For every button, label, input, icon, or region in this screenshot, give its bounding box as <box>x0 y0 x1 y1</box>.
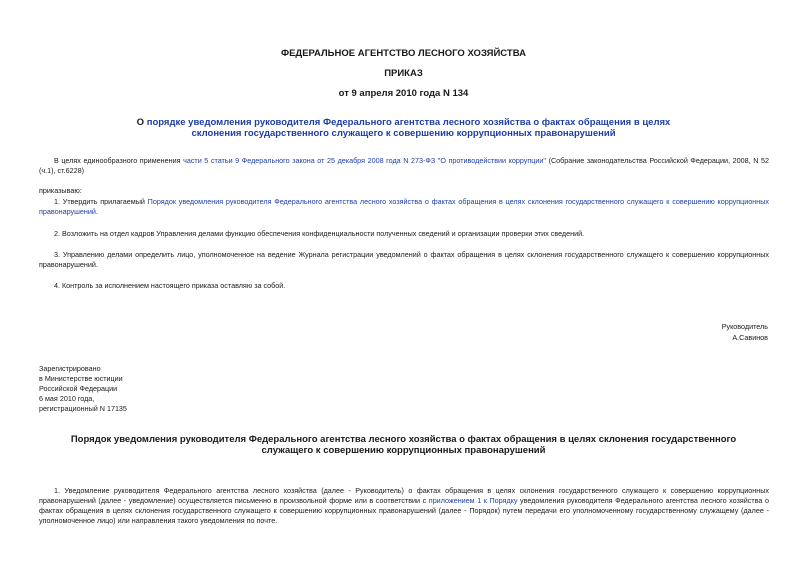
signature-position: Руководитель <box>721 322 768 331</box>
order-word: приказываю: <box>39 186 82 195</box>
registration-block <box>39 364 127 414</box>
signature-name: А.Савинов <box>732 333 768 342</box>
title-prefix: О <box>136 117 147 128</box>
item1-end: . <box>95 207 98 216</box>
appendix-link[interactable]: приложением 1 к Порядку <box>428 496 518 505</box>
procedure-title: Порядок уведомления руководителя Федерального агентства лесного хозяйства о фактах обращения в целях склонения государственного служащего к совершению коррупционных правонарушений <box>70 434 737 456</box>
registration-line: регистрационный N 17135 <box>39 404 127 413</box>
registration-line: Российской Федерации <box>39 384 118 393</box>
order-item-2: 2. Возложить на отдел кадров Управления делами функцию обеспечения конфиденциальности полученных сведений и организации проверки этих сведений. <box>54 229 585 238</box>
document-date-number: от 9 апреля 2010 года N 134 <box>338 88 469 99</box>
preamble-paragraph <box>39 156 769 176</box>
agency-name: ФЕДЕРАЛЬНОЕ АГЕНТСТВО ЛЕСНОГО ХОЗЯЙСТВА <box>280 48 526 59</box>
order-item-4: 4. Контроль за исполнением настоящего приказа оставляю за собой. <box>54 281 286 290</box>
procedure-link[interactable]: Порядок уведомления руководителя Федерального агентства лесного хозяйства о фактах обращения в целях склонения государственного служащего к совершению коррупционных правонарушений <box>39 197 769 216</box>
p1-text-end: уведомления руководителя Федерального агентства лесного хозяйства о фактах обращения в целях склонения государственного служащего к совершению коррупционных правонарушений (далее - Порядок) путем передачи его уполномоченному государственному служащему (далее - уполномоченное лицо) или направления такого уведомления по почте. <box>39 496 769 525</box>
law-link[interactable]: части 5 статьи 9 Федерального закона от 25 декабря 2008 года N 273-ФЗ "О противодействии коррупции" <box>183 156 546 165</box>
p1-text: 1. Уведомление руководителя Федерального агентства лесного хозяйства (далее - Руководитель) о фактах обращения в целях склонения государственного служащего к совершению коррупционных правонарушений (далее - уведомление) осуществляется письменно в произвольной форме или в соответствии с <box>39 486 769 505</box>
title-link[interactable]: порядке уведомления руководителя Федерального агентства лесного хозяйства о фактах обращения в целях склонения государственного служащего к совершению коррупционных правонарушений <box>146 117 671 139</box>
procedure-paragraph-1 <box>39 486 769 526</box>
item1-text: 1. Утвердить прилагаемый <box>54 197 148 206</box>
order-item-3: 3. Управлению делами определить лицо, уполномоченное на ведение Журнала регистрации уведомлений о фактах обращения в целях склонения государственного служащего к совершению коррупционных правонарушений. <box>39 250 769 269</box>
preamble-text: В целях единообразного применения <box>54 156 184 165</box>
document-type: ПРИКАЗ <box>384 68 423 79</box>
preamble-source: (Собрание законодательства Российской Федерации, 2008, N 52 (ч.1), ст.6228) <box>39 156 770 175</box>
registration-line: в Министерстве юстиции <box>39 374 123 383</box>
document-title <box>130 117 677 139</box>
order-item-1 <box>39 197 769 217</box>
registration-line: Зарегистрировано <box>39 364 101 373</box>
registration-line: 6 мая 2010 года, <box>39 394 95 403</box>
